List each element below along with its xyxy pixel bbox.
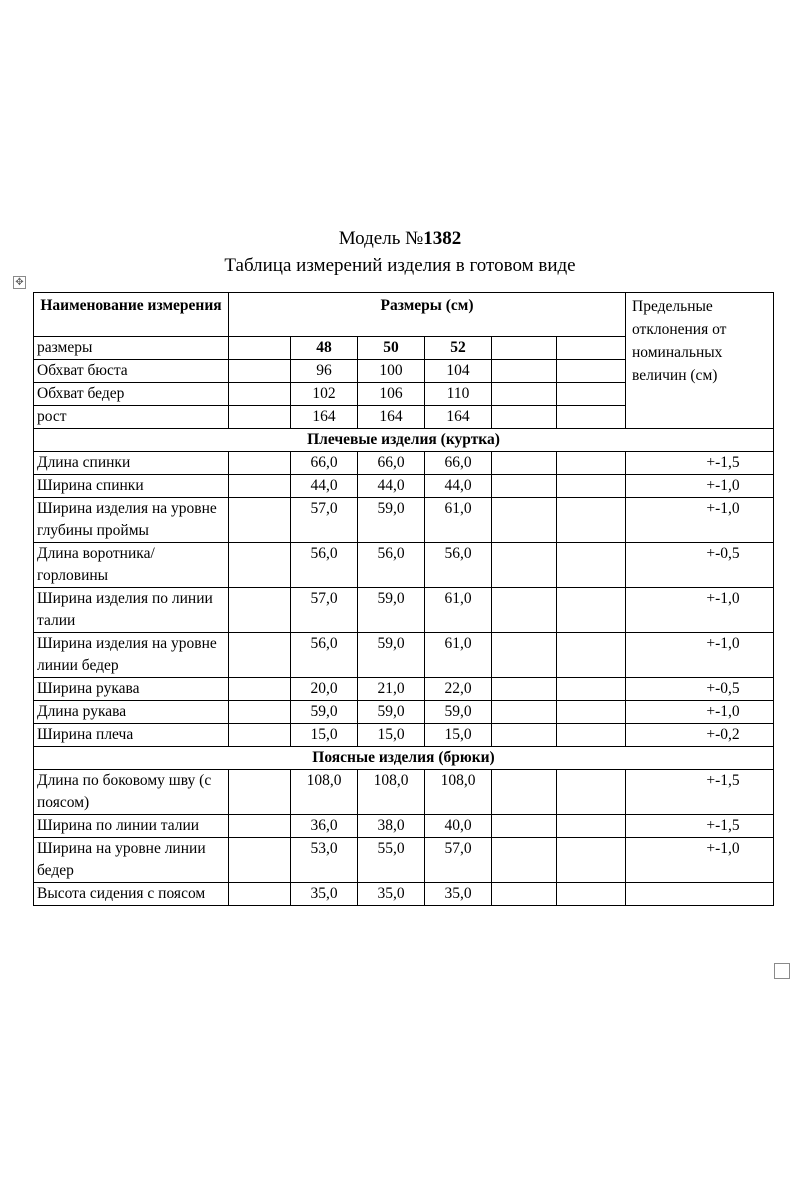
empty-cell bbox=[492, 383, 557, 406]
value-cell: 44,0 bbox=[425, 475, 492, 498]
tolerance-cell: +-0,5 bbox=[626, 678, 774, 701]
empty-cell bbox=[492, 406, 557, 429]
empty-cell bbox=[557, 770, 626, 815]
table-row bbox=[34, 452, 774, 475]
empty-cell bbox=[557, 360, 626, 383]
empty-cell bbox=[229, 815, 291, 838]
empty-cell bbox=[229, 475, 291, 498]
empty-cell bbox=[492, 588, 557, 633]
value-cell: 22,0 bbox=[425, 678, 492, 701]
table-row bbox=[34, 883, 774, 906]
empty-cell bbox=[492, 770, 557, 815]
value-cell: 104 bbox=[425, 360, 492, 383]
value-cell: 20,0 bbox=[291, 678, 358, 701]
empty-cell bbox=[557, 337, 626, 360]
row-label: Обхват бедер bbox=[34, 383, 229, 406]
row-label: размеры bbox=[34, 337, 229, 360]
empty-cell bbox=[492, 724, 557, 747]
value-cell: 96 bbox=[291, 360, 358, 383]
empty-cell bbox=[557, 678, 626, 701]
tolerance-cell: +-1,5 bbox=[626, 815, 774, 838]
header-name: Наименование измерения bbox=[34, 293, 229, 337]
empty-cell bbox=[492, 838, 557, 883]
table-row bbox=[34, 678, 774, 701]
tolerance-cell: +-1,0 bbox=[626, 498, 774, 543]
table-row bbox=[34, 475, 774, 498]
empty-cell bbox=[229, 337, 291, 360]
trousers-section bbox=[34, 770, 774, 906]
model-title bbox=[0, 228, 800, 250]
value-cell: 57,0 bbox=[291, 498, 358, 543]
value-cell: 59,0 bbox=[358, 588, 425, 633]
value-cell: 40,0 bbox=[425, 815, 492, 838]
row-label: Длина по боковому шву (с поясом) bbox=[34, 770, 229, 815]
row-label: Ширина рукава bbox=[34, 678, 229, 701]
value-cell: 35,0 bbox=[291, 883, 358, 906]
size-cell: 52 bbox=[425, 337, 492, 360]
empty-cell bbox=[229, 360, 291, 383]
tolerance-cell: +-1,0 bbox=[626, 633, 774, 678]
empty-cell bbox=[557, 406, 626, 429]
table-row bbox=[34, 770, 774, 815]
value-cell: 15,0 bbox=[291, 724, 358, 747]
empty-cell bbox=[229, 452, 291, 475]
empty-cell bbox=[492, 543, 557, 588]
value-cell: 66,0 bbox=[425, 452, 492, 475]
table-row bbox=[34, 701, 774, 724]
value-cell: 56,0 bbox=[291, 543, 358, 588]
row-label: Ширина изделия по линии талии bbox=[34, 588, 229, 633]
value-cell: 102 bbox=[291, 383, 358, 406]
row-label: Обхват бюста bbox=[34, 360, 229, 383]
empty-cell bbox=[557, 838, 626, 883]
value-cell: 66,0 bbox=[291, 452, 358, 475]
tolerance-cell: +-1,0 bbox=[626, 838, 774, 883]
model-title-prefix: Модель № bbox=[338, 228, 424, 249]
value-cell: 35,0 bbox=[358, 883, 425, 906]
empty-cell bbox=[492, 452, 557, 475]
value-cell: 56,0 bbox=[291, 633, 358, 678]
row-label: Длина воротника/горловины bbox=[34, 543, 229, 588]
value-cell: 100 bbox=[358, 360, 425, 383]
row-label: рост bbox=[34, 406, 229, 429]
empty-cell bbox=[557, 883, 626, 906]
table-row bbox=[34, 838, 774, 883]
empty-cell bbox=[557, 383, 626, 406]
empty-cell bbox=[229, 406, 291, 429]
empty-cell bbox=[229, 678, 291, 701]
value-cell: 35,0 bbox=[425, 883, 492, 906]
empty-cell bbox=[557, 498, 626, 543]
header-sizes: Размеры (см) bbox=[229, 293, 626, 337]
value-cell: 61,0 bbox=[425, 588, 492, 633]
table-resize-handle[interactable] bbox=[774, 963, 790, 979]
table-row bbox=[34, 724, 774, 747]
tolerance-cell: +-1,5 bbox=[626, 770, 774, 815]
section-row bbox=[34, 429, 774, 452]
empty-cell bbox=[557, 588, 626, 633]
empty-cell bbox=[229, 701, 291, 724]
empty-cell bbox=[557, 633, 626, 678]
measurement-table bbox=[33, 292, 774, 906]
empty-cell bbox=[492, 815, 557, 838]
value-cell: 55,0 bbox=[358, 838, 425, 883]
empty-cell bbox=[492, 678, 557, 701]
section-row bbox=[34, 747, 774, 770]
value-cell: 61,0 bbox=[425, 498, 492, 543]
value-cell: 108,0 bbox=[358, 770, 425, 815]
empty-cell bbox=[492, 498, 557, 543]
table-row bbox=[34, 588, 774, 633]
value-cell: 38,0 bbox=[358, 815, 425, 838]
empty-cell bbox=[557, 815, 626, 838]
table-row bbox=[34, 543, 774, 588]
value-cell: 164 bbox=[425, 406, 492, 429]
empty-cell bbox=[229, 498, 291, 543]
table-row bbox=[34, 498, 774, 543]
value-cell: 15,0 bbox=[425, 724, 492, 747]
value-cell: 44,0 bbox=[358, 475, 425, 498]
empty-cell bbox=[229, 838, 291, 883]
header-deviation: Предельные отклонения от номинальных величин (см) bbox=[626, 293, 774, 429]
value-cell: 59,0 bbox=[358, 633, 425, 678]
tolerance-cell: +-1,0 bbox=[626, 588, 774, 633]
tolerance-cell: +-1,5 bbox=[626, 452, 774, 475]
size-cell: 48 bbox=[291, 337, 358, 360]
table-row bbox=[34, 815, 774, 838]
value-cell: 56,0 bbox=[425, 543, 492, 588]
tolerance-cell: +-1,0 bbox=[626, 475, 774, 498]
value-cell: 164 bbox=[358, 406, 425, 429]
empty-cell bbox=[492, 337, 557, 360]
value-cell: 59,0 bbox=[358, 701, 425, 724]
row-label: Ширина изделия на уровне линии бедер bbox=[34, 633, 229, 678]
value-cell: 61,0 bbox=[425, 633, 492, 678]
value-cell: 57,0 bbox=[425, 838, 492, 883]
tolerance-cell: +-0,2 bbox=[626, 724, 774, 747]
value-cell: 59,0 bbox=[425, 701, 492, 724]
value-cell: 164 bbox=[291, 406, 358, 429]
empty-cell bbox=[557, 475, 626, 498]
empty-cell bbox=[557, 543, 626, 588]
empty-cell bbox=[229, 724, 291, 747]
model-number: 1382 bbox=[423, 228, 462, 249]
value-cell: 44,0 bbox=[291, 475, 358, 498]
row-label: Ширина по линии талии bbox=[34, 815, 229, 838]
row-label: Ширина изделия на уровне глубины проймы bbox=[34, 498, 229, 543]
size-cell: 50 bbox=[358, 337, 425, 360]
empty-cell bbox=[492, 883, 557, 906]
row-label: Ширина плеча bbox=[34, 724, 229, 747]
empty-cell bbox=[557, 724, 626, 747]
value-cell: 66,0 bbox=[358, 452, 425, 475]
row-label: Ширина спинки bbox=[34, 475, 229, 498]
value-cell: 53,0 bbox=[291, 838, 358, 883]
row-label: Ширина на уровне линии бедер bbox=[34, 838, 229, 883]
tolerance-cell: +-0,5 bbox=[626, 543, 774, 588]
value-cell: 56,0 bbox=[358, 543, 425, 588]
empty-cell bbox=[492, 701, 557, 724]
value-cell: 59,0 bbox=[358, 498, 425, 543]
empty-cell bbox=[229, 383, 291, 406]
tolerance-cell: +-1,0 bbox=[626, 701, 774, 724]
table-row bbox=[34, 633, 774, 678]
section-title-trousers: Поясные изделия (брюки) bbox=[34, 747, 774, 770]
empty-cell bbox=[229, 543, 291, 588]
table-move-handle-icon[interactable]: ✥ bbox=[13, 276, 26, 289]
value-cell: 110 bbox=[425, 383, 492, 406]
value-cell: 106 bbox=[358, 383, 425, 406]
value-cell: 57,0 bbox=[291, 588, 358, 633]
value-cell: 108,0 bbox=[425, 770, 492, 815]
header-row bbox=[34, 293, 774, 337]
value-cell: 15,0 bbox=[358, 724, 425, 747]
section-title-jacket: Плечевые изделия (куртка) bbox=[34, 429, 774, 452]
empty-cell bbox=[229, 770, 291, 815]
jacket-section bbox=[34, 452, 774, 747]
value-cell: 36,0 bbox=[291, 815, 358, 838]
row-label: Длина рукава bbox=[34, 701, 229, 724]
empty-cell bbox=[557, 452, 626, 475]
value-cell: 59,0 bbox=[291, 701, 358, 724]
empty-cell bbox=[492, 475, 557, 498]
empty-cell bbox=[492, 360, 557, 383]
empty-cell bbox=[229, 588, 291, 633]
empty-cell bbox=[229, 883, 291, 906]
value-cell: 108,0 bbox=[291, 770, 358, 815]
row-label: Длина спинки bbox=[34, 452, 229, 475]
empty-cell bbox=[492, 633, 557, 678]
row-label: Высота сидения с поясом bbox=[34, 883, 229, 906]
table-subtitle: Таблица измерений изделия в готовом виде bbox=[224, 255, 576, 276]
value-cell: 21,0 bbox=[358, 678, 425, 701]
empty-cell bbox=[229, 633, 291, 678]
empty-cell bbox=[557, 701, 626, 724]
tolerance-cell bbox=[626, 883, 774, 906]
